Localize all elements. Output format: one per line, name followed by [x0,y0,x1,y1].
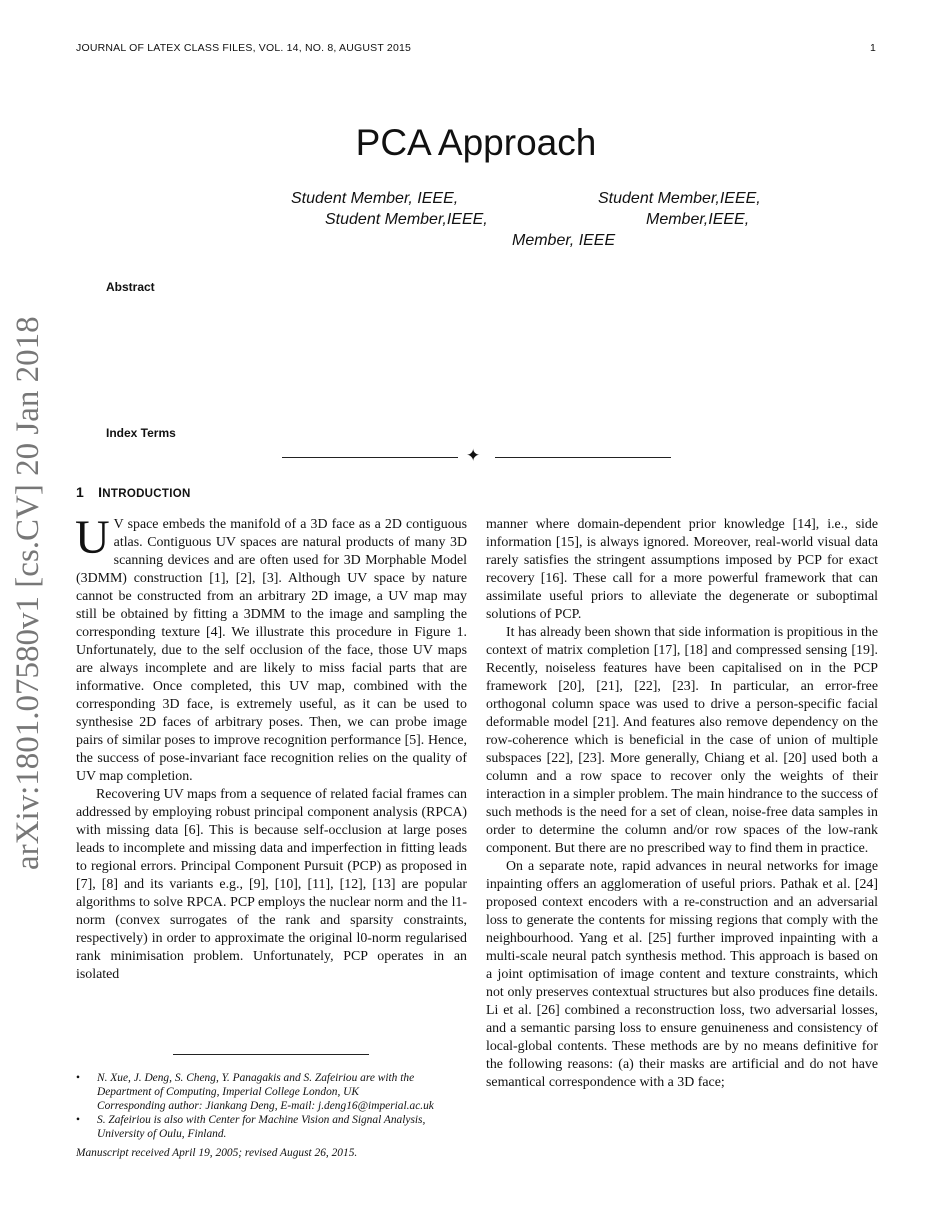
intro-paragraph-1-text: V space embeds the manifold of a 3D face as a 2D contiguous atlas. Contiguous UV spaces are natural products of many 3D scanning devices and are often used for 3D Morphable Model (3DMM) construction [1], [2], [3]. Although UV space by nature cannot be constructed from an arbitrary 2D image, a UV map may still be obtained by fitting a 3DMM to the image and sampling the corresponding texture [4]. We illustrate this procedure in Figure 1. Unfortunately, due to the self occlusion of the face, those UV maps are always incomplete and are likely to miss facial parts that are informative. Once completed, this UV map, combined with the corresponding 3D face, is extremely useful, as it can be used to synthesise 2D faces of arbitrary poses. Then, we can probe image pairs of similar poses to improve recognition performance [5]. Hence, the success of pose-invariant face recognition relies on the quality of UV map completion. [76,517,467,784]
intro-paragraph-2: Recovering UV maps from a sequence of related facial frames can addressed by employing robust principal component analysis (RPCA) with missing data [6]. This is because self-occlusion at large poses leads to incomplete and missing data and imperfection in fitting leads to regional errors. Principal Component Pursuit (PCP) as proposed in [7], [8] and its variants e.g., [9], [10], [11], [12], [13] are popular algorithms to solve RPCA. PCP employs the nuclear norm and the l1-norm (convex surrogates of the rank and sparsity constraints, respectively) in order to approximate the original l0-norm regularised rank minimisation problem. Unfortunately, PCP operates in an isolated [76,787,467,982]
paper-title: PCA Approach [355,122,597,163]
footnote-1 [76,1071,468,1113]
arxiv-stamp: arXiv:1801.07580v1 [cs.CV] 20 Jan 2018 [10,316,46,870]
intro-paragraph-1 [75,511,467,786]
intro-paragraph-3: manner where domain-dependent prior knowledge [14], i.e., side information [15], is always ignored. Moreover, real-world visual data rarely satisfies the stringent assumptions imposed by PCP for exact recovery [16]. These call for a more powerful framework that can assimilate useful priors to alleviate the degenerate or suboptimal solutions of PCP. [486,517,878,622]
footnote-1-text: N. Xue, J. Deng, S. Cheng, Y. Panagakis and S. Zafeiriou are with the Department of Computing, Imperial College London, UK [97,1072,415,1098]
running-header [76,42,876,56]
footnote-1-corresponding: Corresponding author: Jiankang Deng, E-mail: j.deng16@imperial.ac.uk [97,1100,434,1112]
section-heading [76,484,191,500]
manuscript-note: Manuscript received April 19, 2005; revised August 26, 2015. [76,1147,358,1159]
separator-line-right [495,457,671,458]
journal-name: JOURNAL OF LATEX CLASS FILES, VOL. 14, NO. 8, AUGUST 2015 [76,42,412,54]
footnote-bullet-icon: • [76,1114,80,1126]
separator-line-left [282,457,458,458]
author-affiliation-5: Member, IEEE [512,232,616,249]
footnote-rule [173,1054,369,1055]
left-column [75,511,467,984]
drop-cap: U [75,511,110,564]
footnote-2-text: S. Zafeiriou is also with Center for Machine Vision and Signal Analysis, University of Oulu, Finland. [97,1114,426,1140]
page-number: 1 [869,42,876,54]
right-column [486,516,878,1092]
section-title-initial: I [98,484,103,500]
footnote-2 [76,1113,468,1141]
abstract-heading: Abstract [106,280,155,294]
author-affiliation-2: Student Member,IEEE, [598,190,761,207]
author-affiliation-1: Student Member, IEEE, [291,190,459,207]
section-title-rest: NTRODUCTION [102,488,191,500]
intro-paragraph-4: It has already been shown that side information is propitious in the context of matrix completion [17], [18] and compressed sensing [19]. Recently, noiseless features have been capitalised on in the PCP framework [20], [21], [22], [23]. In particular, an error-free orthogonal column space was used to drive a person-specific facial deformable model [21]. And features also remove dependency on the row-coherence which is beneficial in the case of union of multiple subspaces [22], [23]. More generally, Chiang et al. [20] used both a column and a row space to recover only the weights of their interaction in a simpler problem. The main hindrance to the success of such methods is the need for a set of clean, noise-free data samples in order to determine the column and/or row spaces of the low-rank component. But there are no prescribed way to find them in practice. [486,625,878,856]
section-number: 1 [76,484,85,500]
author-affiliation-3: Student Member,IEEE, [325,211,488,228]
footnote-bullet-icon: • [76,1072,80,1084]
separator-star-icon: ✦ [466,446,481,465]
index-terms-heading: Index Terms [106,426,176,440]
author-affiliation-4: Member,IEEE, [646,211,750,228]
intro-paragraph-5: On a separate note, rapid advances in neural networks for image inpainting offers an agglomeration of useful priors. Pathak et al. [24] proposed context encoders with a re-construction and an adversarial loss to generate the contents for missing regions that comply with the neighbourhood. Yang et al. [25] further improved inpainting with a multi-scale neural patch synthesis method. This approach is based on a joint optimisation of image content and texture constraints, which not only preserves contextual structures but also produces fine details. Li et al. [26] combined a reconstruction loss, two adversarial losses, and a semantic parsing loss to ensure genuineness and consistency of local-global contents. These methods are by no means definitive for the following reasons: (a) their masks are artificial and do not have semantical correspondence with a 3D face; [486,859,878,1090]
